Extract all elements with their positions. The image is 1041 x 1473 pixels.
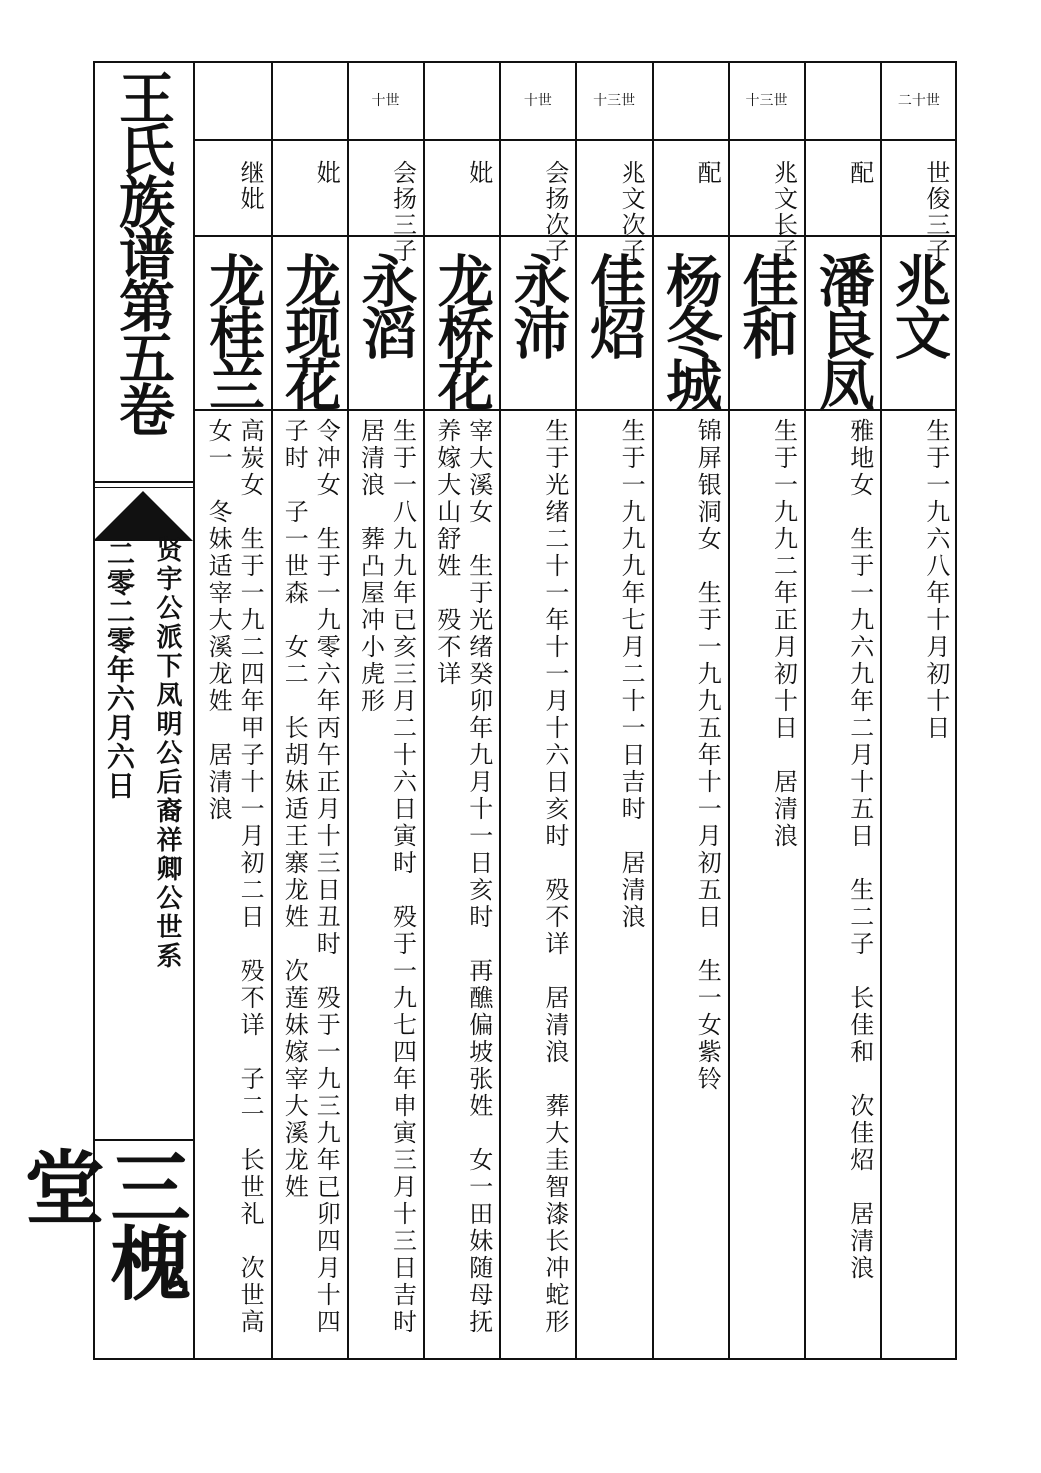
generation-label: 十世 xyxy=(371,93,400,109)
column-divider xyxy=(880,61,882,1360)
column-divider xyxy=(499,61,501,1360)
biography-text: 高炭女 生于一九二四年甲子十一月初二日 殁不详 子二 长世礼 次世高 女一 冬妹适宰大溪龙姓 居清浪 xyxy=(204,418,265,1363)
person-name: 永滔 xyxy=(352,252,419,356)
divider xyxy=(93,487,193,488)
column-divider xyxy=(575,61,577,1360)
relation-label: 世俊三子 xyxy=(921,160,950,264)
person-name: 佳炤 xyxy=(581,252,648,356)
person-name: 兆文 xyxy=(885,252,952,356)
publication-date: 二零二零年六月六日 xyxy=(103,539,136,800)
generation-label: 十三世 xyxy=(745,93,788,109)
relation-label: 继妣 xyxy=(236,160,265,212)
divider xyxy=(93,1139,193,1141)
relation-label: 兆文长子 xyxy=(769,160,798,264)
person-name: 龙桂兰 xyxy=(200,252,267,408)
column-divider xyxy=(804,61,806,1360)
biography-text: 锦屏银洞女 生于一九九五年十一月初五日 生一女紫铃 xyxy=(693,418,722,1093)
biography-text: 生于一九六八年十月初十日 xyxy=(921,418,950,742)
person-name: 龙现花 xyxy=(276,252,343,408)
book-title: 王氏族谱第五卷 xyxy=(110,69,176,433)
divider xyxy=(93,481,193,483)
biography-text: 宰大溪女 生于光绪癸卯年九月十一日亥时 再醮偏坡张姓 女一田妹随母抚养嫁大山舒姓 殁不详 xyxy=(432,418,493,1336)
biography-text: 生于一九九二年正月初十日 居清浪 xyxy=(769,418,798,850)
person-name: 杨冬城 xyxy=(657,252,724,408)
biography-text: 令冲女 生于一九零六年丙午正月十三日丑时 殁于一九三九年已卯四月十四子时 子一世森 女二 长胡妹适王寨龙姓 次莲妹嫁宰大溪龙姓 xyxy=(280,418,341,1336)
relation-label: 妣 xyxy=(312,160,341,186)
column-divider xyxy=(423,61,425,1360)
relation-label: 兆文次子 xyxy=(617,160,646,264)
generation-label: 十世 xyxy=(523,93,552,109)
generation-label: 二十世 xyxy=(897,93,940,109)
biography-text: 生于一九九九年七月二十一日吉时 居清浪 xyxy=(617,418,646,931)
lineage-subtitle: 贤宇公派下凤明公后裔祥卿公世系 xyxy=(152,536,182,971)
relation-label: 配 xyxy=(845,160,874,186)
biography-text: 生于一八九九年已亥三月二十六日寅时 殁于一九七四年申寅三月十三日吉时 居清浪 葬凸屋冲小虎形 xyxy=(356,418,417,1363)
relation-label: 会扬次子 xyxy=(540,160,569,264)
relation-label: 配 xyxy=(693,160,722,186)
person-name: 潘良凤 xyxy=(809,252,876,408)
triangle-ornament-icon xyxy=(93,491,193,541)
person-name: 永沛 xyxy=(504,252,571,356)
person-name: 佳和 xyxy=(733,252,800,356)
relation-label: 妣 xyxy=(464,160,493,186)
biography-text: 雅地女 生于一九六九年二月十五日 生二子 长佳和 次佳炤 居清浪 xyxy=(845,418,874,1282)
relation-label: 会扬三子 xyxy=(388,160,417,264)
book-spine xyxy=(11,61,195,1360)
generation-label: 十三世 xyxy=(593,93,636,109)
person-name: 龙桥花 xyxy=(428,252,495,408)
hall-name: 三槐堂 xyxy=(11,1146,191,1298)
biography-text: 生于光绪二十一年十一月十六日亥时 殁不详 居清浪 葬大圭智漆长冲蛇形 xyxy=(540,418,569,1336)
